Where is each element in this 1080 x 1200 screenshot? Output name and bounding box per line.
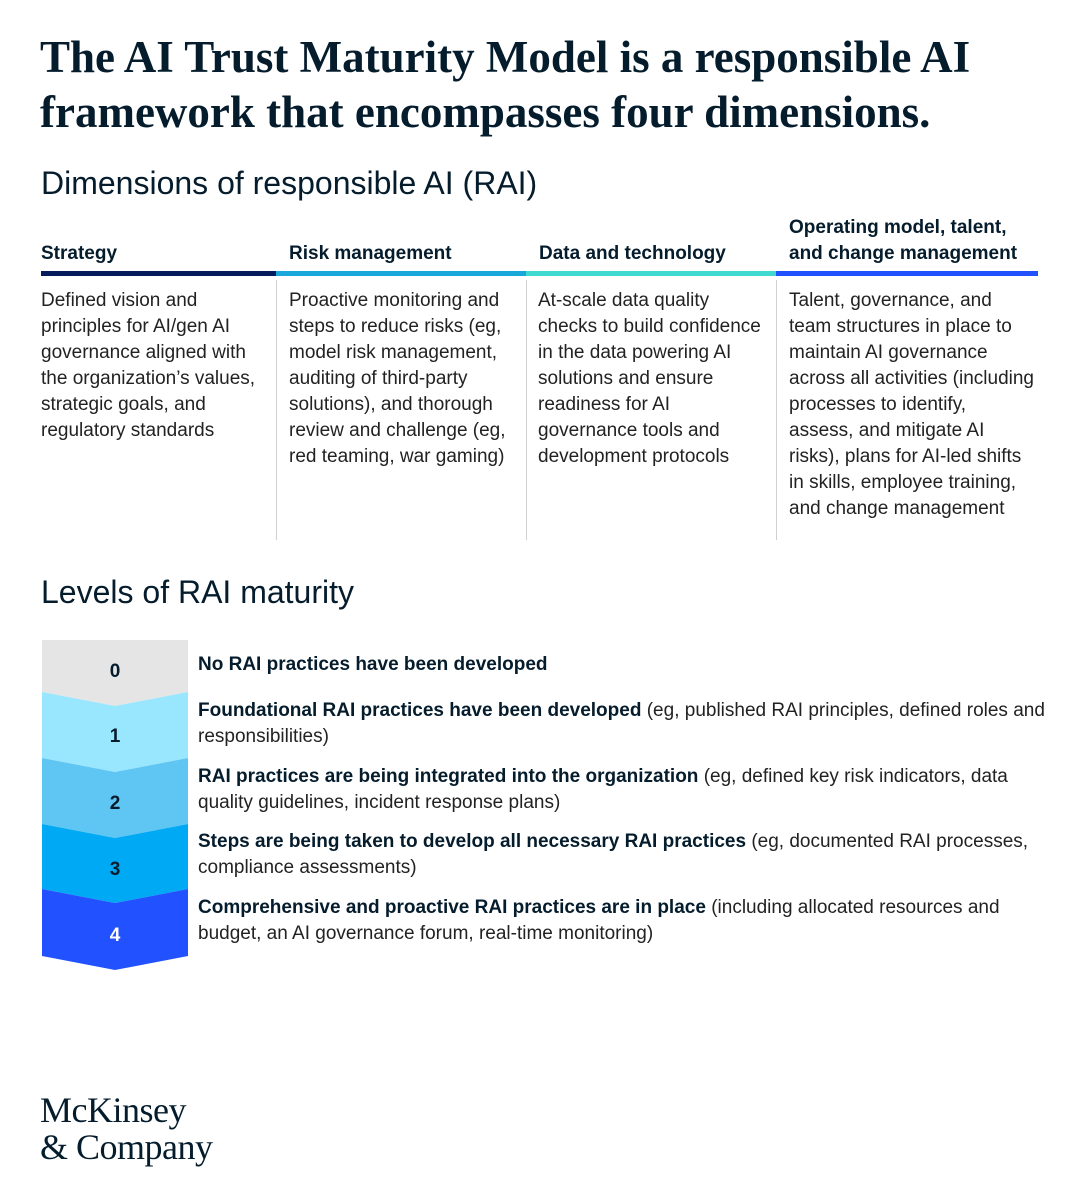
- dimension-description: At-scale data quality checks to build confidence in the data powering AI solutions and ensure readiness for AI governance tools and development protocols: [538, 290, 761, 467]
- dimensions-heading: Dimensions of responsible AI (RAI): [41, 165, 538, 201]
- levels-heading: Levels of RAI maturity: [41, 574, 354, 610]
- level-3-detail-text: (eg, documented RAI processes, compliance assessments): [198, 831, 1029, 878]
- level-1-number: 1: [109, 726, 121, 747]
- dimension-description: Talent, governance, and team structures in place to maintain AI governance across all activities (including processes to identify, assess, and mitigate AI risks), plans for AI-led shifts in skills, employee training, and change management: [789, 290, 1034, 519]
- level-3-description: [198, 829, 1048, 881]
- level-2-description: [198, 764, 1048, 816]
- level-2-detail-text: (eg, defined key risk indicators, data quality guidelines, incident response plans): [198, 766, 1008, 813]
- dimension-label: Operating model, talent, and change management: [789, 217, 1018, 264]
- level-4-number: 4: [109, 925, 121, 946]
- logo-line-2: & Company: [40, 1127, 213, 1167]
- level-4-detail-text: (including allocated resources and budget, an AI governance forum, real-time monitoring): [198, 897, 1000, 944]
- mckinsey-logo: [40, 1092, 213, 1166]
- dimension-description: Defined vision and principles for AI/gen AI governance aligned with the organization’s values, strategic goals, and regulatory standards: [41, 290, 256, 441]
- level-2-number: 2: [109, 793, 121, 814]
- dimension-description: Proactive monitoring and steps to reduce risks (eg, model risk management, auditing of third-party solutions), and thorough review and challenge (eg, red teaming, war gaming): [289, 290, 506, 467]
- level-1-detail-text: (eg, published RAI principles, defined roles and responsibilities): [198, 700, 1045, 747]
- dimension-label: Strategy: [41, 243, 118, 264]
- level-0-description: [198, 652, 1048, 678]
- logo-line-1: McKinsey: [40, 1090, 186, 1130]
- level-1-bold-text: Foundational RAI practices have been developed: [198, 700, 642, 721]
- page-title: The AI Trust Maturity Model is a responsible AI framework that encompasses four dimensions.: [40, 32, 971, 137]
- level-3-number: 3: [109, 859, 121, 880]
- level-2-bold-text: RAI practices are being integrated into the organization: [198, 766, 699, 787]
- level-0-number: 0: [109, 661, 121, 682]
- dimension-label: Data and technology: [539, 243, 726, 264]
- level-1-description: [198, 698, 1048, 750]
- level-4-description: [198, 895, 1048, 947]
- level-4-bold-text: Comprehensive and proactive RAI practices are in place: [198, 897, 706, 918]
- level-3-bold-text: Steps are being taken to develop all necessary RAI practices: [198, 831, 747, 852]
- level-0-bold-text: No RAI practices have been developed: [198, 654, 548, 675]
- dimension-label: Risk management: [289, 243, 452, 264]
